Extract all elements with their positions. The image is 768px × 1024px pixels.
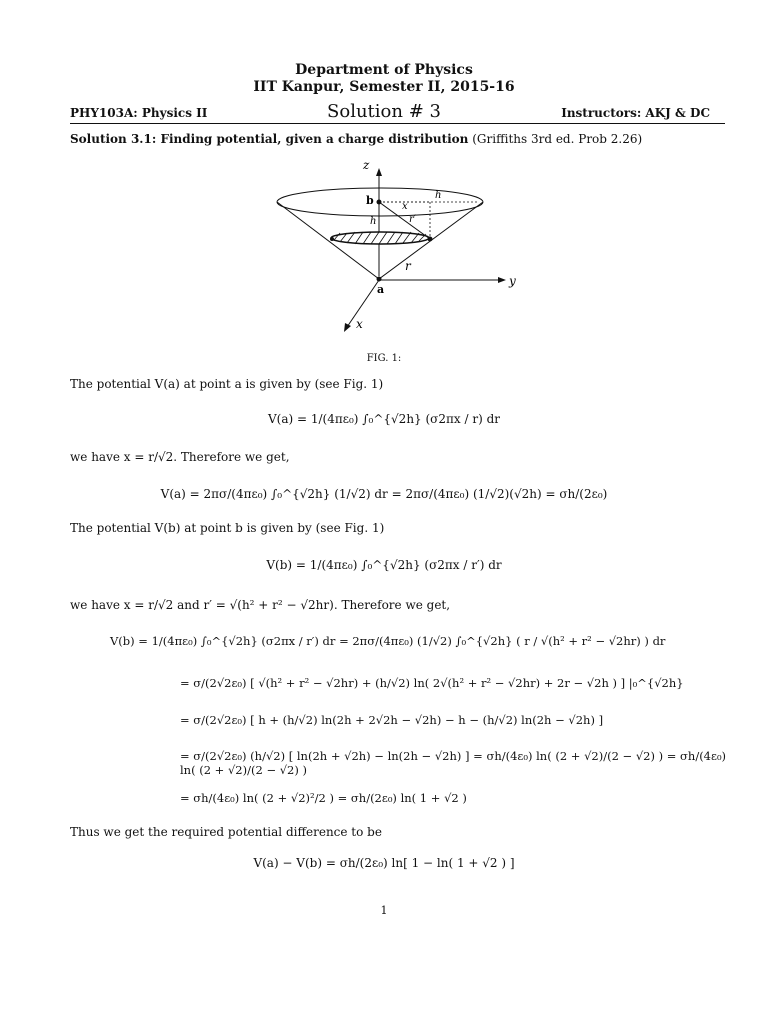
point-a: [377, 277, 382, 282]
label-h-top: h: [435, 190, 442, 201]
ring-point-left: [330, 237, 334, 241]
label-z: z: [363, 158, 370, 172]
institute-semester: IIT Kanpur, Semester II, 2015-16: [253, 79, 515, 95]
equation-vb-line-4: = σ/(2√2ε₀) (h/√2) [ ln(2h + √2h) − ln(2h − √2h) ] = σh/(4ε₀) ln( (2 + √2)/(2 − √2) ) = σh/(4ε₀) ln( (2 + √2)/(2 − √2) ): [180, 749, 727, 777]
section-reference: (Griffiths 3rd ed. Prob 2.26): [472, 132, 643, 146]
course-code: PHY103A: Physics II: [70, 106, 208, 120]
equation-va-integral: V(a) = 1/(4πε₀) ∫₀^{√2h} (σ2πx / r) dr: [268, 412, 500, 426]
instructors: Instructors: AKJ & DC: [561, 106, 710, 120]
equation-vb-integral: V(b) = 1/(4πε₀) ∫₀^{√2h} (σ2πx / r′) dr: [266, 558, 502, 572]
section-label: Solution 3.1: Finding potential, given a charge distribution: [70, 132, 469, 146]
label-r: r: [405, 259, 411, 273]
cone-figure: [260, 152, 530, 342]
label-y: y: [509, 274, 516, 288]
header-rule: [70, 123, 725, 124]
department-title: Department of Physics: [295, 62, 473, 78]
label-x: x: [356, 317, 363, 331]
equation-vb-line-3: = σ/(2√2ε₀) [ h + (h/√2) ln(2h + 2√2h − √2h) − h − (h/√2) ln(2h − √2h) ]: [180, 713, 604, 727]
figure-caption: FIG. 1:: [366, 353, 402, 364]
x-axis-arrow: [344, 323, 351, 332]
label-a: a: [377, 283, 385, 296]
equation-potential-difference: V(a) − V(b) = σh/(2ε₀) ln[ 1 − ln( 1 + √2 ) ]: [253, 856, 515, 870]
x-axis: [347, 280, 379, 327]
paragraph-rprime-relation: we have x = r/√2 and r′ = √(h² + r² − √2hr). Therefore we get,: [70, 598, 451, 612]
y-axis-arrow: [498, 277, 506, 283]
page-number: 1: [380, 904, 388, 917]
paragraph-vb-intro: The potential V(b) at point b is given by (see Fig. 1): [70, 521, 385, 535]
page-title: Solution # 3: [327, 101, 441, 122]
label-r-prime: r′: [409, 214, 417, 225]
z-axis-arrow: [376, 168, 382, 176]
section-heading: [70, 132, 642, 146]
equation-va-result: V(a) = 2πσ/(4πε₀) ∫₀^{√2h} (1/√2) dr = 2πσ/(4πε₀) (1/√2)(√2h) = σh/(2ε₀): [160, 487, 608, 501]
label-h-side: h: [370, 216, 377, 227]
equation-vb-line-5: = σh/(4ε₀) ln( (2 + √2)²/2 ) = σh/(2ε₀) ln( 1 + √2 ): [180, 791, 467, 805]
paragraph-potential-difference: Thus we get the required potential difference to be: [70, 825, 382, 839]
paragraph-va-intro: The potential V(a) at point a is given by (see Fig. 1): [70, 377, 384, 391]
label-b: b: [366, 194, 374, 207]
paragraph-x-relation: we have x = r/√2. Therefore we get,: [70, 450, 290, 464]
equation-vb-line-2: = σ/(2√2ε₀) [ √(h² + r² − √2hr) + (h/√2) ln( 2√(h² + r² − √2hr) + 2r − √2h ) ] |₀^{√2h}: [180, 676, 684, 690]
label-x-small: x: [402, 201, 408, 212]
equation-vb-line-1: V(b) = 1/(4πε₀) ∫₀^{√2h} (σ2πx / r′) dr = 2πσ/(4πε₀) (1/√2) ∫₀^{√2h} ( r / √(h² + r² − √2hr) ) dr: [110, 634, 666, 648]
